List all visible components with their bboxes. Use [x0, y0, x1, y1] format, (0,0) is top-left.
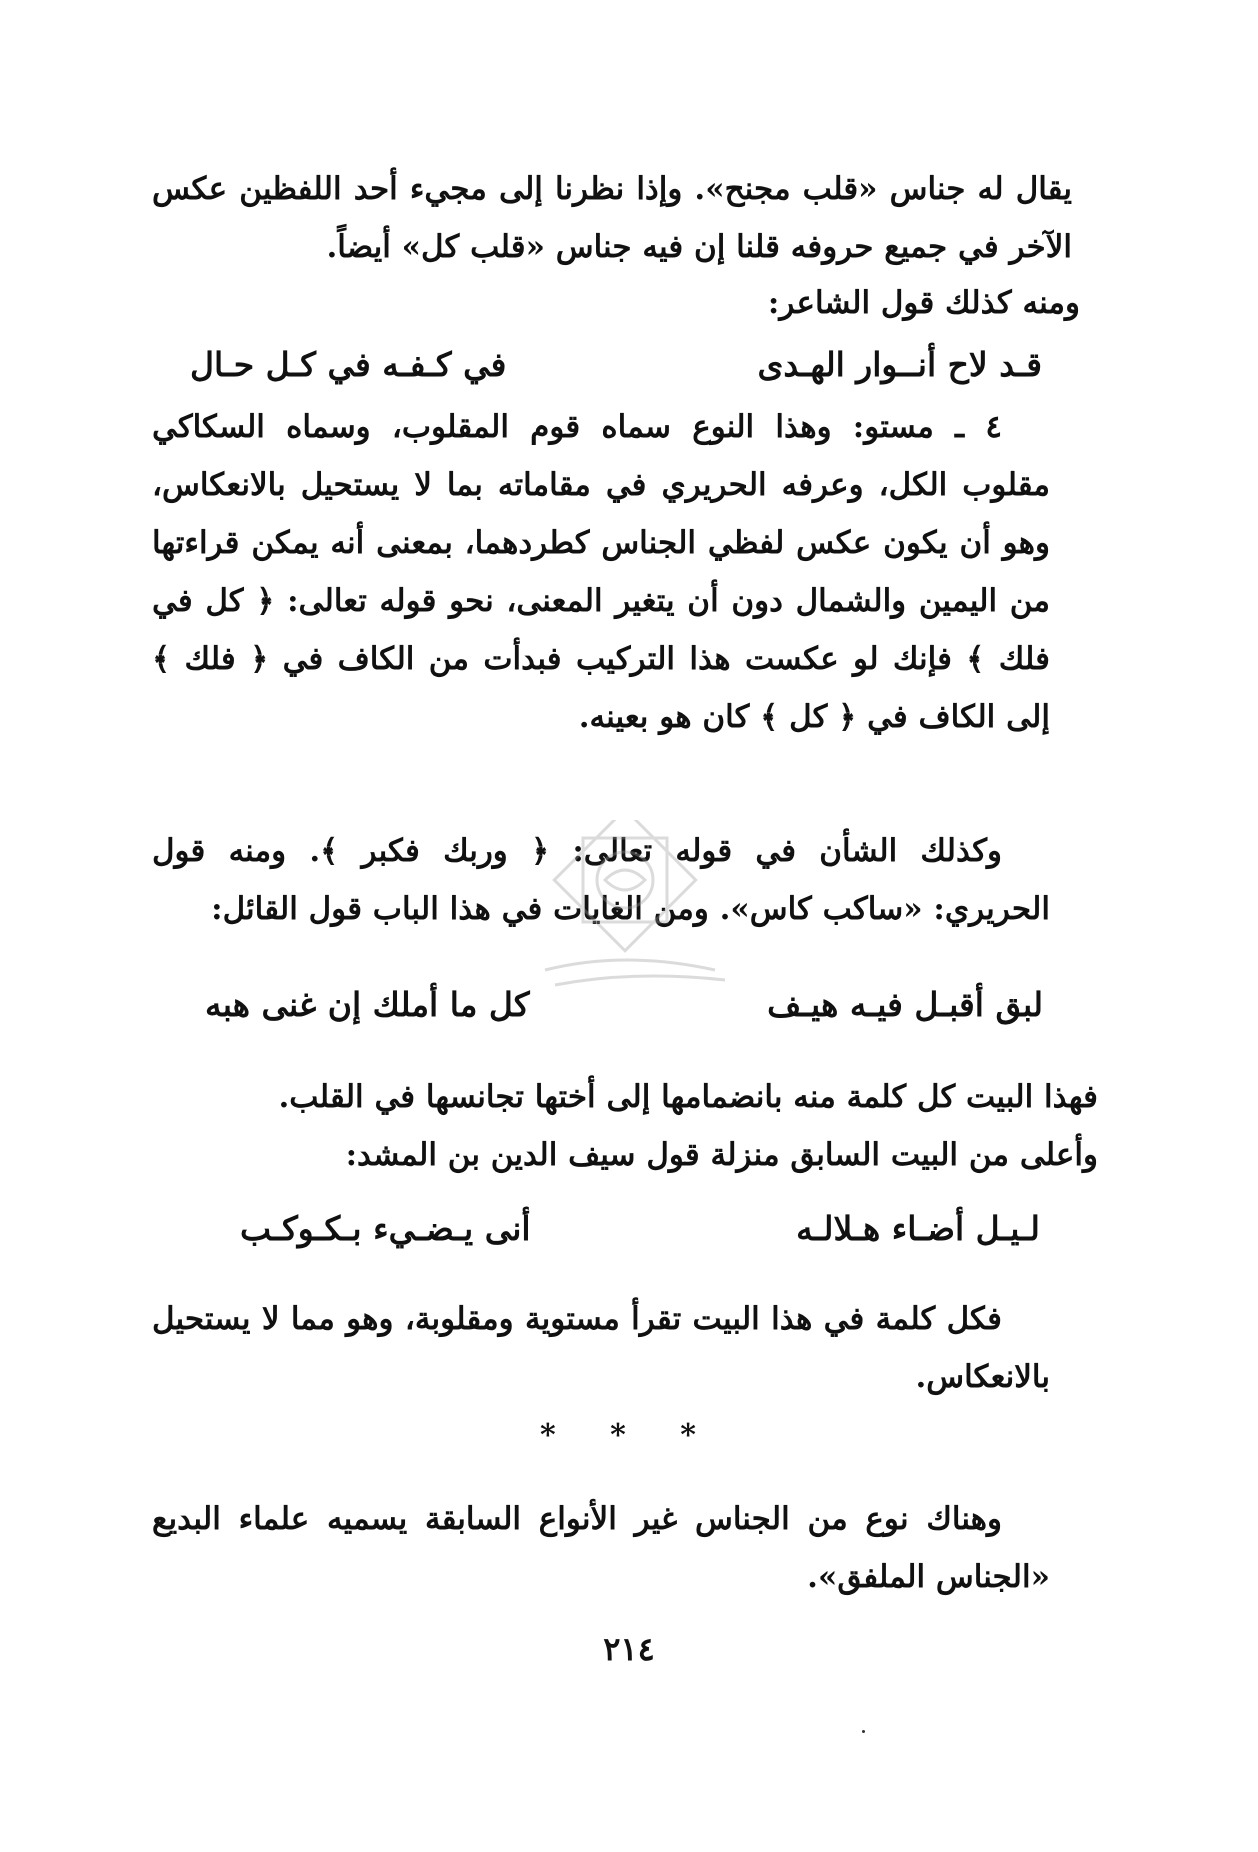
- paragraph-5b: وأعلى من البيت السابق منزلة قول سيف الدين بن المشد:: [345, 1137, 1098, 1173]
- verse-3-hemistich-2: أنى يـضـيء بـكـوكـب: [240, 1209, 531, 1248]
- verse-2-hemistich-1: لبق أقبـل فيـه هيـف: [767, 985, 1043, 1024]
- section-separator: * * *: [540, 1418, 718, 1453]
- verse-3-hemistich-1: لـيـل أضـاء هـلالـه: [796, 1209, 1040, 1248]
- paragraph-7: وهناك نوع من الجناس غير الأنواع السابقة يسميه علماء البديع «الجناس الملفق».: [152, 1501, 1050, 1595]
- paragraph-5a: فهذا البيت كل كلمة منه بانضمامها إلى أختها تجانسها في القلب.: [278, 1079, 1098, 1115]
- library-seal-watermark-icon: [505, 820, 745, 1020]
- watermark-seal-graphic: [505, 820, 745, 1020]
- paragraph-4: وكذلك الشأن في قوله تعالى: ﴿ وربك فكبر ﴾. ومنه قول الحريري: «ساكب كاس». ومن الغايات في هذا الباب قول القائل:: [152, 833, 1050, 927]
- verse-1-hemistich-2: في كـفـه في كـل حـال: [190, 345, 507, 384]
- paragraph-2: ومنه كذلك قول الشاعر:: [767, 285, 1080, 321]
- verse-1: [190, 340, 1042, 390]
- page-number: ٢١٤: [603, 1630, 655, 1668]
- verse-3: [240, 1204, 1040, 1254]
- verse-2-hemistich-2: كل ما أملك إن غنى هبه: [205, 985, 530, 1024]
- paragraph-6: فكل كلمة في هذا البيت تقرأ مستوية ومقلوبة، وهو مما لا يستحيل بالانعكاس.: [152, 1301, 1050, 1395]
- paragraph-1: يقال له جناس «قلب مجنح». وإذا نظرنا إلى مجيء أحد اللفظين عكس الآخر في جميع حروفه قلنا إن فيه جناس «قلب كل» أيضاً.: [152, 171, 1072, 265]
- scan-speck: [862, 1730, 865, 1733]
- paragraph-3: ٤ ـ مستو: وهذا النوع سماه قوم المقلوب، وسماه السكاكي مقلوب الكل، وعرفه الحريري في مقاماته بما لا يستحيل بالانعكاس، وهو أن يكون عكس لفظي الجناس كطردهما، بمعنى أنه يمكن قراءتها من اليمين والشمال دون أن يتغير المعنى، نحو قوله تعالى: ﴿ كل في فلك ﴾ فإنك لو عكست هذا التركيب فبدأت من الكاف في ﴿ فلك ﴾ إلى الكاف في ﴿ كل ﴾ كان هو بعينه.: [152, 409, 1050, 735]
- verse-1-hemistich-1: قـد لاح أنــوار الهـدى: [757, 345, 1042, 384]
